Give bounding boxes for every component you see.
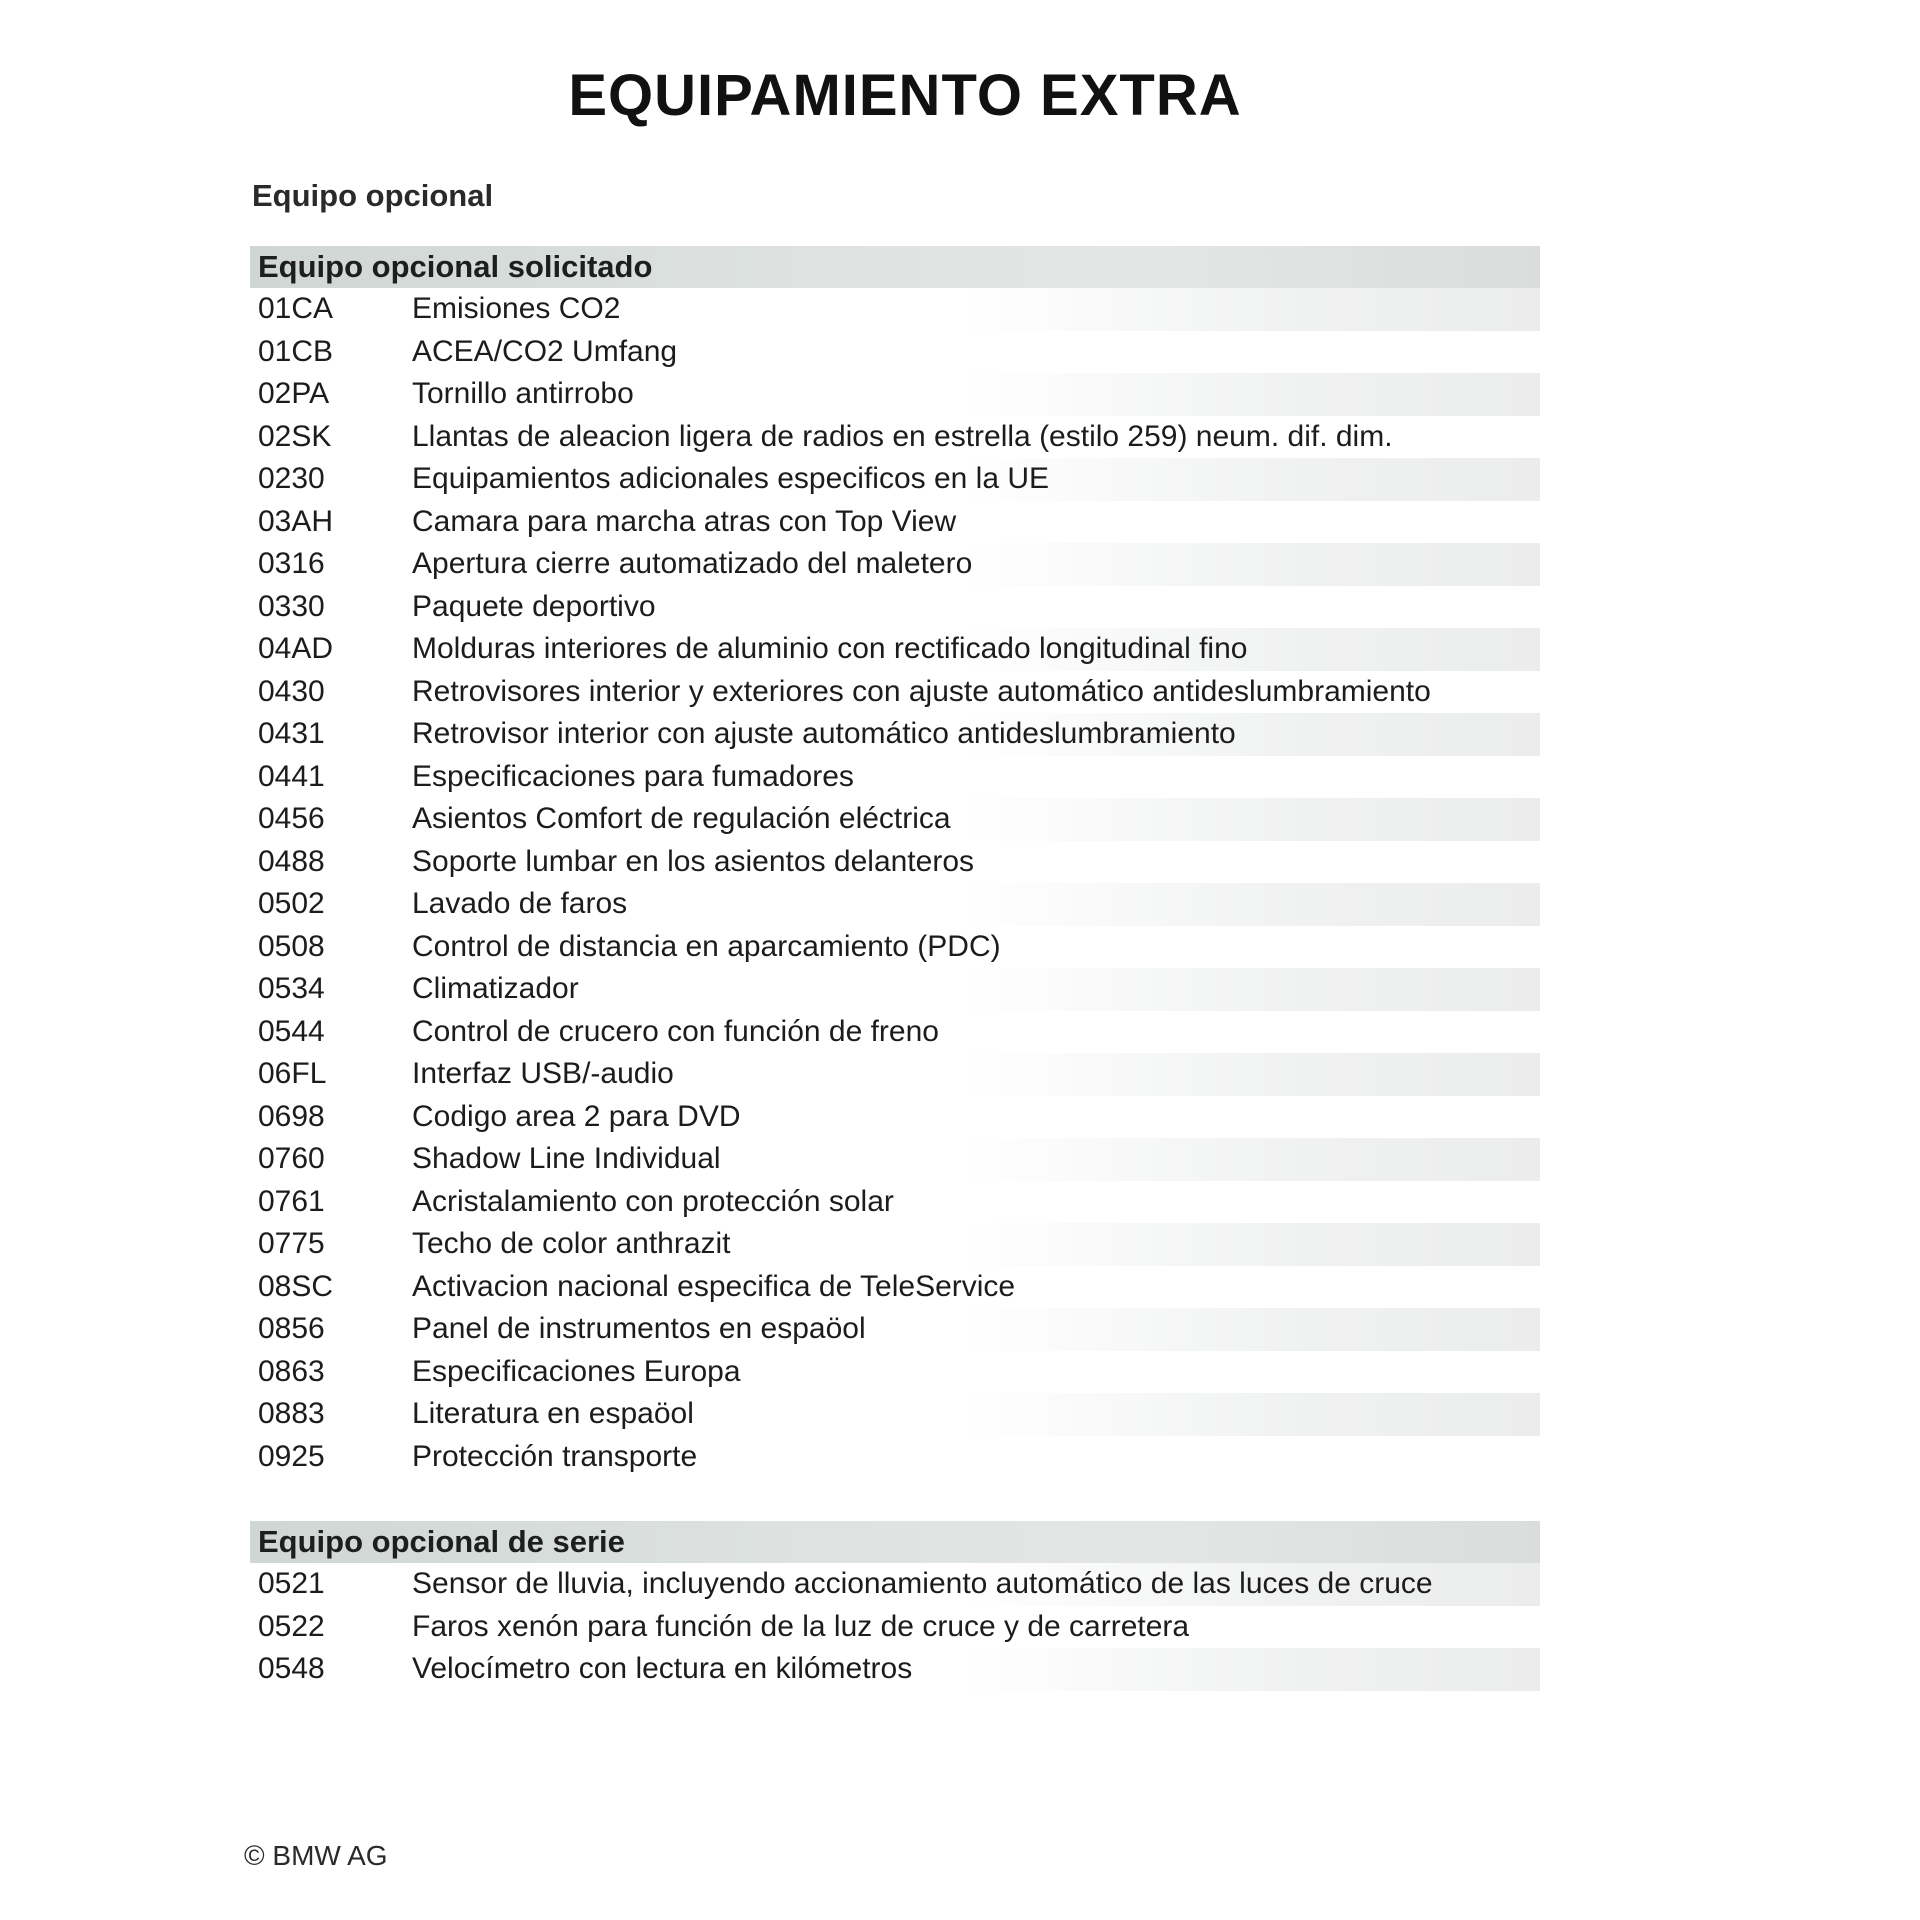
table-row <box>250 926 1540 969</box>
table-row <box>250 628 1540 671</box>
section-header: Equipo opcional de serie <box>250 1521 1540 1563</box>
table-row <box>250 416 1540 459</box>
option-description: Asientos Comfort de regulación eléctrica <box>412 802 951 835</box>
table-row <box>250 1393 1540 1436</box>
option-description: Sensor de lluvia, incluyendo accionamiento automático de las luces de cruce <box>412 1567 1433 1600</box>
option-description: Codigo area 2 para DVD <box>412 1099 741 1133</box>
table-row <box>250 1563 1540 1606</box>
option-code: 0883 <box>258 1397 325 1430</box>
option-code: 0548 <box>258 1652 325 1685</box>
option-code: 0508 <box>258 929 325 963</box>
table-row <box>250 501 1540 544</box>
option-description: Control de distancia en aparcamiento (PDC) <box>412 929 1001 963</box>
option-description: Climatizador <box>412 972 579 1005</box>
page-title: EQUIPAMIENTO EXTRA <box>568 63 1242 128</box>
option-code: 0230 <box>258 462 325 495</box>
option-description: Lavado de faros <box>412 887 628 920</box>
option-description: Apertura cierre automatizado del maletero <box>412 547 973 580</box>
option-description: Especificaciones para fumadores <box>412 759 854 793</box>
option-description: Tornillo antirrobo <box>412 377 634 410</box>
option-description: Techo de color anthrazit <box>412 1227 731 1260</box>
option-description: Emisiones CO2 <box>412 292 621 325</box>
equipment-list <box>250 1563 1540 1691</box>
table-row <box>250 331 1540 374</box>
option-code: 0502 <box>258 887 325 920</box>
option-code: 06FL <box>258 1057 327 1090</box>
option-description: Shadow Line Individual <box>412 1142 721 1175</box>
table-row <box>250 671 1540 714</box>
option-description: ACEA/CO2 Umfang <box>412 334 678 368</box>
table-row <box>250 1308 1540 1351</box>
option-description: Molduras interiores de aluminio con rectificado longitudinal fino <box>412 632 1248 665</box>
table-row <box>250 756 1540 799</box>
option-code: 0431 <box>258 717 325 750</box>
table-row <box>250 1436 1540 1479</box>
table-row <box>250 1138 1540 1181</box>
option-description: Soporte lumbar en los asientos delanteros <box>412 844 975 878</box>
option-code: 0925 <box>258 1439 325 1473</box>
table-row <box>250 1648 1540 1691</box>
option-description: Interfaz USB/-audio <box>412 1057 674 1090</box>
table-row <box>250 841 1540 884</box>
table-row <box>250 1011 1540 1054</box>
table-row <box>250 883 1540 926</box>
table-row <box>250 1351 1540 1394</box>
table-row <box>250 586 1540 629</box>
option-description: Equipamientos adicionales especificos en la UE <box>412 462 1050 495</box>
option-code: 0544 <box>258 1014 325 1048</box>
option-description: Literatura en espaöol <box>412 1397 694 1430</box>
section-optional-standard <box>250 1521 1540 1691</box>
option-description: Retrovisores interior y exteriores con ajuste automático antideslumbramiento <box>412 674 1431 708</box>
option-description: Control de crucero con función de freno <box>412 1014 939 1048</box>
option-code: 03AH <box>258 504 334 538</box>
option-code: 0856 <box>258 1312 325 1345</box>
option-code: 02PA <box>258 377 330 410</box>
table-row <box>250 1606 1540 1649</box>
option-description: Acristalamiento con protección solar <box>412 1184 894 1218</box>
option-code: 0698 <box>258 1099 325 1133</box>
option-code: 08SC <box>258 1269 334 1303</box>
option-description: Llantas de aleacion ligera de radios en estrella (estilo 259) neum. dif. dim. <box>412 419 1393 453</box>
option-code: 0330 <box>258 589 325 623</box>
option-code: 0760 <box>258 1142 325 1175</box>
table-row <box>250 458 1540 501</box>
table-row <box>250 543 1540 586</box>
table-row <box>250 1053 1540 1096</box>
option-description: Activacion nacional especifica de TeleService <box>412 1269 1016 1303</box>
option-code: 01CA <box>258 292 334 325</box>
option-code: 0521 <box>258 1567 325 1600</box>
option-code: 0534 <box>258 972 325 1005</box>
option-code: 0761 <box>258 1184 325 1218</box>
option-description: Protección transporte <box>412 1439 698 1473</box>
option-code: 0863 <box>258 1354 325 1388</box>
table-row <box>250 713 1540 756</box>
option-description: Faros xenón para función de la luz de cruce y de carretera <box>412 1609 1190 1643</box>
table-row <box>250 798 1540 841</box>
section-subtitle: Equipo opcional <box>252 178 494 213</box>
option-code: 04AD <box>258 632 334 665</box>
table-row <box>250 288 1540 331</box>
option-code: 0775 <box>258 1227 325 1260</box>
option-description: Paquete deportivo <box>412 589 656 623</box>
table-row <box>250 1266 1540 1309</box>
option-code: 01CB <box>258 334 334 368</box>
table-row <box>250 1223 1540 1266</box>
section-header: Equipo opcional solicitado <box>250 246 1540 288</box>
option-code: 0488 <box>258 844 325 878</box>
option-code: 0522 <box>258 1609 325 1643</box>
table-row <box>250 968 1540 1011</box>
section-optional-requested <box>250 246 1540 1478</box>
option-description: Camara para marcha atras con Top View <box>412 504 957 538</box>
option-description: Velocímetro con lectura en kilómetros <box>412 1652 913 1685</box>
option-code: 0441 <box>258 759 325 793</box>
table-row <box>250 373 1540 416</box>
option-description: Retrovisor interior con ajuste automático antideslumbramiento <box>412 717 1236 750</box>
option-description: Panel de instrumentos en espaöol <box>412 1312 866 1345</box>
table-row <box>250 1096 1540 1139</box>
option-code: 0316 <box>258 547 325 580</box>
option-description: Especificaciones Europa <box>412 1354 741 1388</box>
option-code: 0456 <box>258 802 325 835</box>
option-code: 02SK <box>258 419 332 453</box>
copyright-footer: © BMW AG <box>244 1840 388 1871</box>
option-code: 0430 <box>258 674 325 708</box>
table-row <box>250 1181 1540 1224</box>
equipment-list <box>250 288 1540 1478</box>
